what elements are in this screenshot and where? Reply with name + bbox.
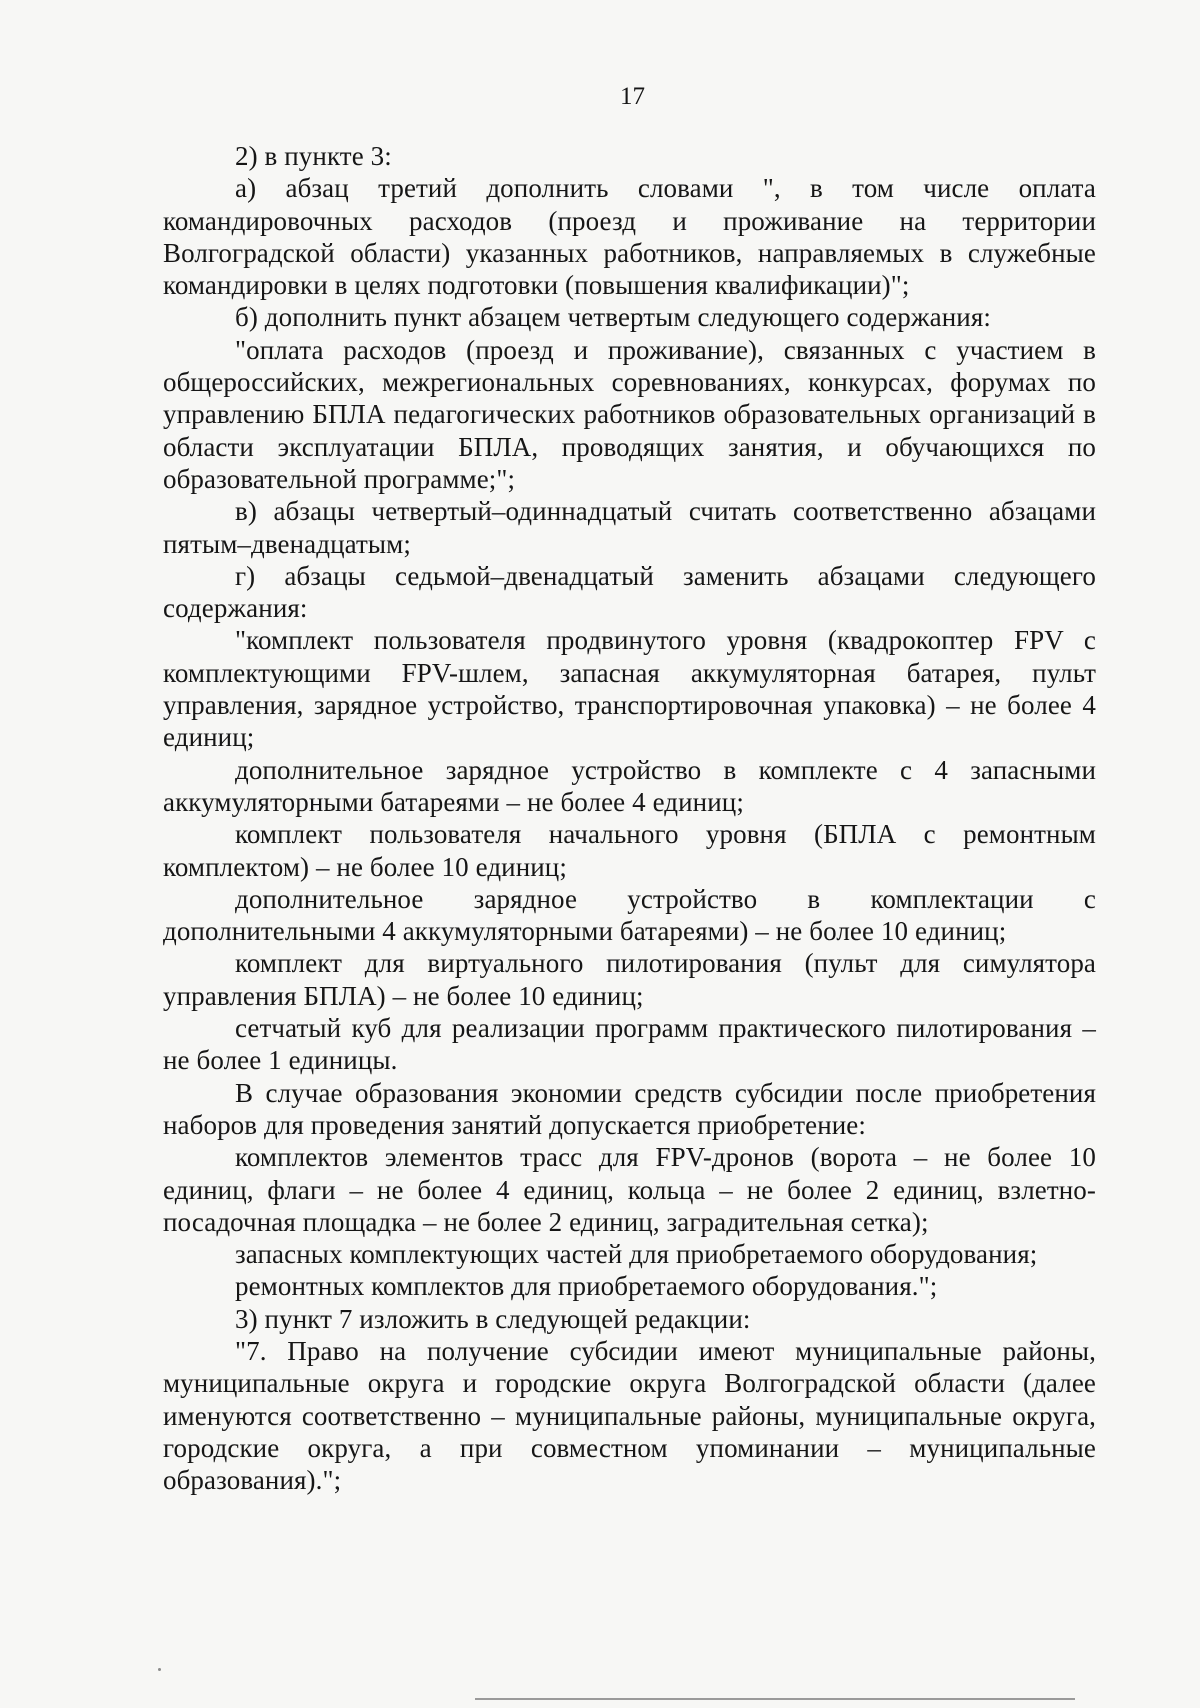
scan-artifact-dot xyxy=(158,1668,161,1671)
paragraph-8: дополнительное зарядное устройство в комплекте с 4 запасными аккумуляторными батареями – не более 4 единиц; xyxy=(163,754,1096,817)
page-number: 17 xyxy=(620,83,645,110)
paragraph-7: "комплект пользователя продвинутого уровня (квадрокоптер FPV с комплектующими FPV-шлем, запасная аккумуляторная батарея, пульт управления, зарядное устройство, транспортировочная упаковка) – не более 4 единиц; xyxy=(163,625,1096,753)
paragraph-1: 2) в пункте 3: xyxy=(235,141,392,171)
paragraph-15: запасных комплектующих частей для приобретаемого оборудования; xyxy=(235,1239,1038,1270)
paragraph-17: 3) пункт 7 изложить в следующей редакции: xyxy=(235,1303,751,1334)
paragraph-9: комплект пользователя начального уровня (БПЛА с ремонтным комплектом) – не более 10 единиц; xyxy=(163,819,1096,882)
paragraph-2: а) абзац третий дополнить словами ", в том числе оплата командировочных расходов (проезд и проживание на территории Волгоградской области) указанных работников, направляемых в служебные командировки в целях подготовки (повышения квалификации)"; xyxy=(163,173,1096,301)
paragraph-16: ремонтных комплектов для приобретаемого оборудования."; xyxy=(235,1271,938,1302)
paragraph-12: сетчатый куб для реализации программ практического пилотирования – не более 1 единицы. xyxy=(163,1013,1096,1076)
paragraph-6: г) абзацы седьмой–двенадцатый заменить абзацами следующего содержания: xyxy=(163,560,1096,624)
paragraph-5: в) абзацы четвертый–одиннадцатый считать соответственно абзацами пятым–двенадцатым; xyxy=(163,496,1096,559)
paragraph-3: б) дополнить пункт абзацем четвертым следующего содержания: xyxy=(235,302,991,333)
paragraph-10: дополнительное зарядное устройство в комплектации с дополнительными 4 аккумуляторными батареями) – не более 10 единиц; xyxy=(163,883,1096,947)
scan-edge-line xyxy=(475,1698,1075,1700)
paragraph-4: "оплата расходов (проезд и проживание), связанных с участием в общероссийских, межрегиональных соревнованиях, конкурсах, форумах по управлению БПЛА педагогических работников образовательных организаций в области эксплуатации БПЛА, проводящих занятия, и обучающихся по образовательной программе;"; xyxy=(163,334,1096,494)
paragraph-11: комплект для виртуального пилотирования (пульт для симулятора управления БПЛА) – не более 10 единиц; xyxy=(163,948,1096,1011)
paragraph-13: В случае образования экономии средств субсидии после приобретения наборов для проведения занятий допускается приобретение: xyxy=(163,1077,1096,1140)
document-body xyxy=(163,140,1096,1496)
paragraph-14: комплектов элементов трасс для FPV-дронов (ворота – не более 10 единиц, флаги – не более 4 единиц, кольца – не более 2 единиц, взлетно-посадочная площадка – не более 2 единиц, заградительная сетка); xyxy=(163,1142,1096,1237)
paragraph-18: "7. Право на получение субсидии имеют муниципальные районы, муниципальные округа и городские округа Волгоградской области (далее именуются соответственно – муниципальные районы, муниципальные округа, городские округа, а при совместном упоминании – муниципальные образования)."; xyxy=(163,1335,1096,1496)
